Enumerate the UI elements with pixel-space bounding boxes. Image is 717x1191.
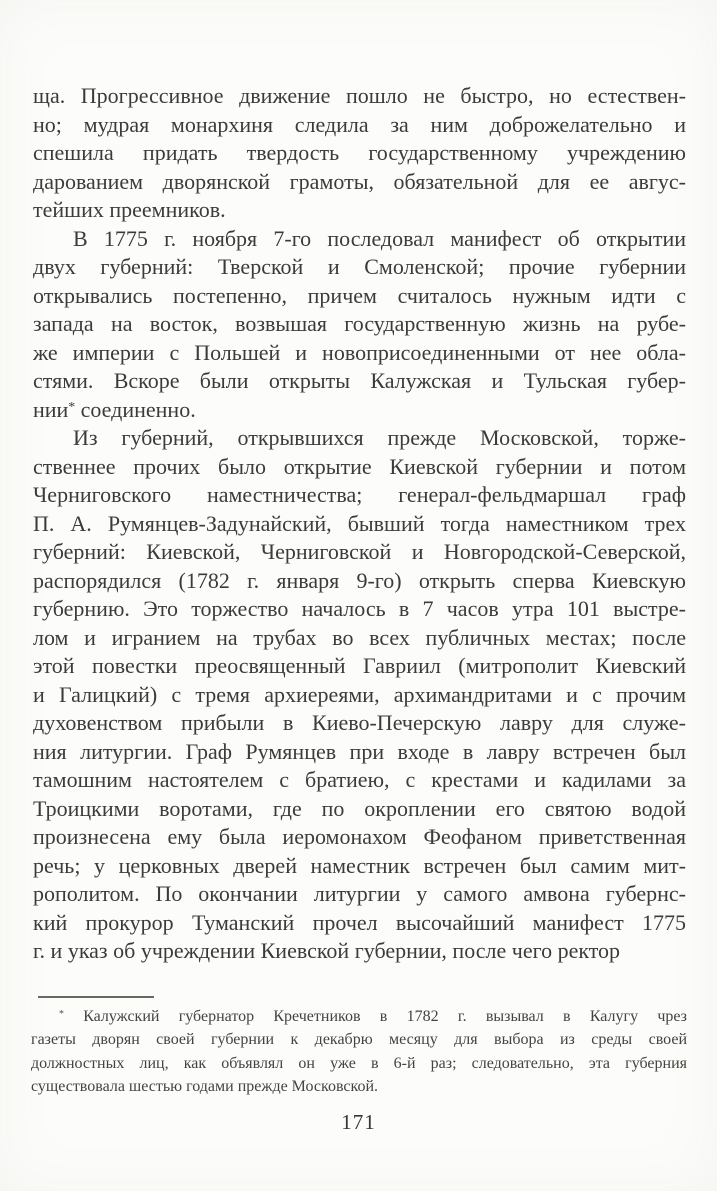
text-line: ния литургии. Граф Румянцев при входе в лавру встречен был	[33, 738, 686, 764]
text-line: рополитом. По окончании литургии у самого амвона губернс-	[33, 881, 686, 906]
text-line: но; мудрая монархиня следила за ним доброжелательно и	[33, 111, 686, 137]
text-line: Троицкими воротами, где по окроплении его святою водой	[33, 795, 686, 821]
text-line: В 1775 г. ноября 7-го последовал манифест об открытии	[73, 225, 686, 251]
paragraph	[33, 424, 686, 966]
text-line: запада на восток, возвышая государственную жизнь на рубе-	[33, 311, 686, 336]
text-line: г. и указ об учреждении Киевской губернии, после чего ректор	[33, 938, 621, 963]
text-line: тамошним настоятелем с братиею, с крестами и кадилами за	[33, 767, 686, 792]
text-line: спешила придать твердость государственному учреждению	[33, 140, 686, 165]
text-line: речь; у церковных дверей наместник встречен был самим мит-	[33, 852, 686, 878]
text-line: открывались постепенно, причем считалось нужным идти с	[33, 282, 686, 308]
footnote-line: должностных лиц, как объявлял он уже в 6-й раз; следовательно, эта губерния	[31, 1054, 687, 1072]
footnote-divider	[38, 996, 154, 998]
text-line: распорядился (1782 г. января 9-го) открыть сперва Киевскую	[33, 567, 686, 593]
text-line: духовенством прибыли в Киево-Печерскую лавру для служе-	[33, 710, 686, 735]
text-line: П. А. Румянцев-Задунайский, бывший тогда наместником трех	[33, 510, 686, 536]
footnote-line: газеты дворян своей губернии к декабрю месяцу для выбора из среды своей	[31, 1031, 687, 1049]
text-line: тейших преемников.	[33, 197, 226, 222]
text-line: нии* соединенно.	[33, 396, 196, 422]
footnote-text	[31, 1005, 687, 1099]
body-text	[33, 82, 686, 966]
footnote-line: существовала шестью годами прежде Московской.	[31, 1078, 379, 1096]
text-line: губерний: Киевской, Черниговской и Новгородской-Северской,	[33, 539, 686, 564]
paragraph	[33, 82, 686, 225]
text-line: двух губерний: Тверской и Смоленской; прочие губернии	[33, 254, 686, 279]
page-number: 171	[341, 1110, 376, 1134]
text-line: ща. Прогрессивное движение пошло не быстро, но естествен-	[33, 83, 686, 108]
paragraph	[33, 225, 686, 425]
text-line: кий прокурор Туманский прочел высочайший манифест 1775	[33, 909, 686, 935]
footnote-asterisk-marker: *	[59, 1008, 64, 1020]
text-line: произнесена ему была иеромонахом Феофаном приветственная	[33, 824, 686, 849]
text-line: же империи с Польшей и новоприсоединенными от нее обла-	[33, 339, 686, 365]
text-line: Из губерний, открывшихся прежде Московской, торже-	[73, 425, 686, 450]
text-line: ственнее прочих было открытие Киевской губернии и потом	[33, 453, 686, 479]
text-line: дарованием дворянской грамоты, обязательной для ее авгус-	[33, 168, 686, 194]
footnote-line: * Калужский губернатор Кречетников в 1782 г. вызывал в Калугу чрез	[59, 1008, 687, 1025]
text-line: Черниговского наместничества; генерал-фельдмаршал граф	[33, 482, 686, 507]
text-line: и Галицкий) с тремя архиереями, архимандритами и с прочим	[33, 681, 686, 707]
text-line: этой повестки преосвященный Гавриил (митрополит Киевский	[33, 653, 686, 678]
text-line: губернию. Это торжество началось в 7 часов утра 101 выстре-	[33, 596, 686, 621]
text-line: лом и игранием на трубах во всех публичных местах; после	[33, 624, 686, 650]
text-line: стями. Вскоре были открыты Калужская и Тульская губер-	[33, 368, 686, 393]
footnote-asterisk-marker: *	[68, 398, 76, 414]
